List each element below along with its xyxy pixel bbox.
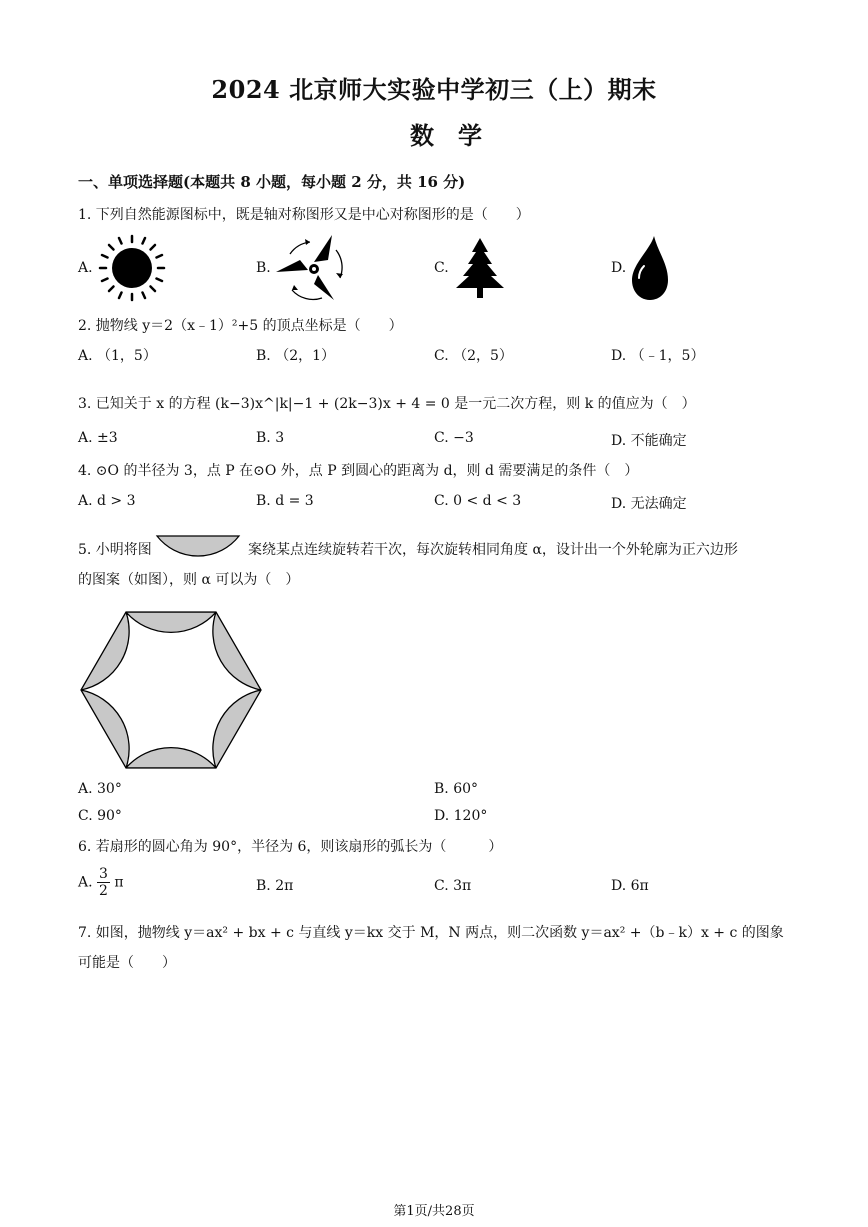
inner-arc-region: [81, 612, 261, 768]
q5-option-a: A. 30°: [78, 781, 122, 797]
q2-option-d: D. （﹣1，5）: [611, 348, 705, 364]
q1-option-a-label: A.: [78, 260, 93, 276]
q5-option-b: B. 60°: [434, 781, 479, 797]
q5-option-c: C. 90°: [78, 808, 122, 824]
q5-option-d: D. 120°: [434, 808, 488, 824]
page-number: 第1页/共28页: [393, 1204, 475, 1219]
subject-title: 数学: [410, 121, 506, 150]
question-3-stem: 3. 已知关于 x 的方程 (k−3)x^|k|−1 + (2k−3)x + 4 = 0 是一元二次方程，则 k 的值应为（ ）: [78, 396, 696, 412]
q1-option-c-label: C.: [434, 260, 449, 276]
question-4-stem: 4. ⊙O 的半径为 3，点 P 在⊙O 外，点 P 到圆心的距离为 d，则 d 需要满足的条件（ ）: [78, 463, 639, 479]
q4-option-d: D. 无法确定: [611, 496, 687, 512]
tree-icon: [452, 236, 508, 300]
q4-option-a: A. d > 3: [78, 493, 136, 509]
question-2-stem: 2. 抛物线 y＝2（x﹣1）²+5 的顶点坐标是（ ）: [78, 318, 403, 334]
fraction-numerator: 3: [99, 866, 108, 882]
question-5-stem-line2: 的图案（如图），则 α 可以为（ ）: [78, 572, 300, 588]
q1-option-d-label: D.: [611, 260, 627, 276]
question-6-stem: 6. 若扇形的圆心角为 90°，半径为 6，则该扇形的弧长为（ ）: [78, 839, 503, 855]
q2-option-a: A. （1，5）: [78, 348, 157, 364]
q6-option-c: C. 3π: [434, 878, 472, 894]
q6-option-a-label: A.: [78, 874, 93, 891]
q6-option-a: [78, 866, 124, 899]
exam-title: 2024 北京师大实验中学初三（上）期末: [211, 75, 657, 104]
question-5-stem-part2: 案绕某点连续旋转若干次，每次旋转相同角度 α，设计出一个外轮廓为正六边形: [248, 542, 738, 558]
water-drop-icon: [626, 234, 672, 304]
q3-option-c: C. −3: [434, 430, 474, 446]
hexagon-pattern-figure: [76, 606, 266, 774]
pi-symbol: π: [114, 874, 124, 891]
q6-option-d: D. 6π: [611, 878, 649, 894]
section-heading: 一、单项选择题(本题共 8 小题，每小题 2 分，共 16 分): [78, 173, 466, 191]
fraction-denominator: 2: [99, 883, 108, 899]
sun-icon: [96, 232, 168, 304]
question-1-stem: 1. 下列自然能源图标中，既是轴对称图形又是中心对称图形的是（ ）: [78, 207, 530, 223]
question-7-stem-line2: 可能是（ ）: [78, 955, 176, 971]
q2-option-b: B. （2，1）: [256, 348, 336, 364]
question-5-stem-part1: 5. 小明将图: [78, 542, 152, 558]
q3-option-b: B. 3: [256, 430, 285, 446]
q6-option-b: B. 2π: [256, 878, 294, 894]
question-7-stem-line1: 7. 如图，抛物线 y＝ax² + bx + c 与直线 y＝kx 交于 M，N 两点，则二次函数 y＝ax² +（b﹣k）x + c 的图象: [78, 925, 784, 941]
q2-option-c: C. （2，5）: [434, 348, 513, 364]
q3-option-a: A. ±3: [78, 430, 118, 446]
segment-shape-icon: [155, 534, 241, 558]
q3-option-d: D. 不能确定: [611, 433, 687, 449]
q4-option-b: B. d = 3: [256, 493, 314, 509]
q4-option-c: C. 0 < d < 3: [434, 493, 522, 509]
wind-turbine-icon: [272, 232, 352, 304]
fraction: [97, 866, 110, 899]
q1-option-b-label: B.: [256, 260, 271, 276]
